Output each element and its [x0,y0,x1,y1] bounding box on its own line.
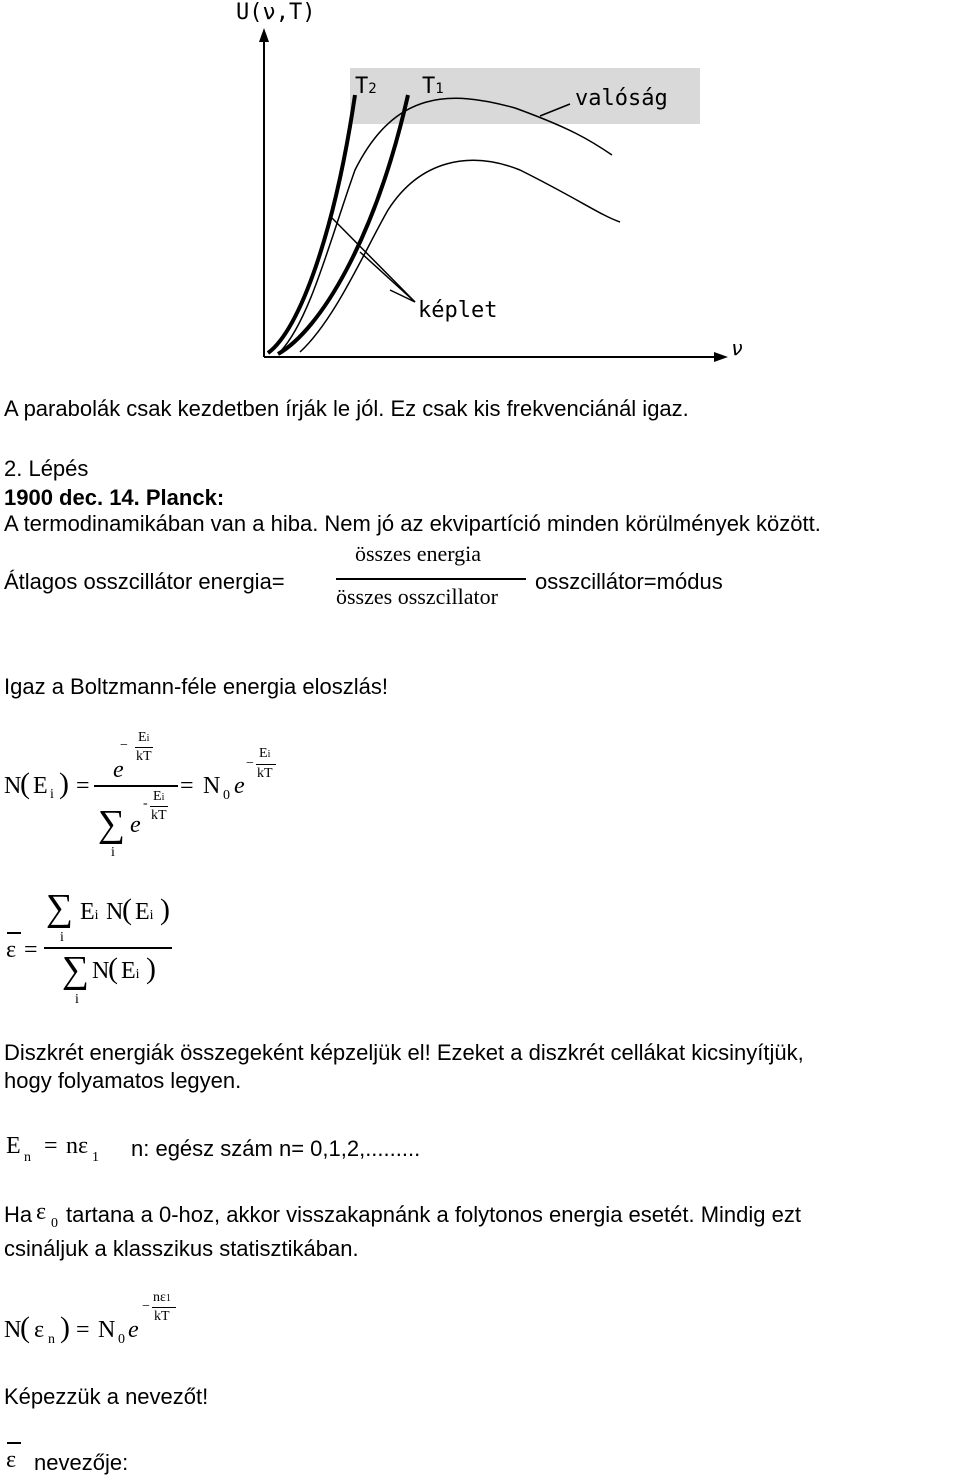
x-axis-arrow [714,352,728,362]
formula-pointer-2 [360,252,415,302]
n0-symbol: N [203,773,221,799]
denominator-exp-kt: kT [151,808,167,823]
occ-eps: ε [34,1317,45,1343]
en-sub-n: n [24,1150,31,1165]
denominator-e: e [130,812,141,838]
en-equals: = [44,1133,58,1159]
rhs-exp-line [256,764,276,765]
occ-rparen: ) [60,1311,70,1344]
occ-sub-n: n [48,1332,55,1347]
en-e: E [6,1133,21,1159]
paragraph-limit: tartana a 0-hoz, akkor visszakapnánk a folytonos energia esetét. Mindig ezt [66,1202,801,1227]
equals-sign-3: = [24,937,38,963]
eps-symbol: ε [6,937,17,963]
occ-exp-neps: nε1 [153,1290,171,1305]
numerator-e: e [113,757,124,783]
numerator-sum: ∑ [46,887,74,929]
rhs-e: e [234,773,245,799]
denominator-exp-line [150,806,168,807]
avg-energy-prefix: Átlagos osszcillátor energia= [4,569,285,594]
label-reality: valóság [575,86,668,111]
equals-sign-2: = [180,773,194,799]
numerator-n: N [106,899,124,925]
paragraph-boltzmann: Igaz a Boltzmann-féle energia eloszlás! [4,674,388,699]
step-heading: 2. Lépés [4,456,89,481]
label-formula: képlet [418,298,498,323]
paragraph-ha: Ha [4,1202,33,1227]
avg-energy-suffix: osszcillátor=módus [535,569,723,594]
formula-curve-t2 [268,95,355,353]
right-paren: ) [59,767,69,800]
label-t2: T2 [355,74,377,99]
numerator-exp-minus: − [120,738,128,753]
denominator-sum: ∑ [98,803,126,845]
numerator-exp-kt: kT [136,749,152,764]
planck-date: 1900 dec. 14. Planck: [4,485,225,510]
rhs-exp-kt: kT [257,766,273,781]
paragraph-thermodynamics: A termodinamikában van a hiba. Nem jó az ekvipartíció minden körülmények között. [4,511,821,536]
eps-bar-bottom [7,1442,21,1444]
denominator-lparen: ( [108,952,118,985]
denominator-e: Ei [121,958,140,984]
rhs-exp-ei: Ei [259,746,271,761]
y-axis-arrow [259,28,269,42]
paragraph-parabola: A parabolák csak kezdetben írják le jól. Ez csak kis frekvenciánál igaz. [4,396,689,421]
paragraph-integer: n: egész szám n= 0,1,2,......... [131,1136,421,1161]
subscript-i: i [50,787,54,802]
occ-exp-kt: kT [154,1309,170,1324]
e-symbol: E [33,773,48,799]
occ-exp-minus: − [142,1299,150,1314]
rhs-exp-minus: − [246,756,254,771]
equals-sign: = [76,773,90,799]
y-axis-label: U(ν,T) [236,0,316,25]
x-axis-label: ν [731,336,744,360]
boltzmann-fraction-line [94,785,178,787]
occ-exp-line [152,1307,176,1308]
eps-symbol-bottom: ε [6,1447,17,1473]
formula-pointer-1 [332,218,415,302]
en-sub-1: 1 [92,1150,99,1165]
n-symbol: N [4,773,22,799]
en-n-eps: nε [66,1133,89,1159]
left-paren: ( [20,767,30,800]
numerator-ei: Ei [80,899,99,925]
n0-subscript: 0 [223,788,230,803]
occ-n0: N [98,1317,116,1343]
eps0-subscript: 0 [51,1216,58,1231]
avg-energy-denominator: összes osszcillator [336,584,498,609]
paragraph-discrete-2: hogy folyamatos legyen. [4,1068,242,1093]
paragraph-discrete-1: Diszkrét energiák összegeként képzeljük el! Ezeket a diszkrét cellákat kicsinyítjük, [4,1040,804,1065]
denominator-rparen: ) [146,952,156,985]
graph-drawing [0,0,960,380]
numerator-rparen: ) [160,893,170,926]
eps-bar [7,932,21,934]
numerator-exp-ei: Ei [138,730,150,745]
denominator-n: N [92,958,110,984]
occ-lparen: ( [20,1311,30,1344]
numerator-exp-line [135,747,153,748]
eps0-symbol: ε [36,1199,47,1225]
occ-equals: = [76,1317,90,1343]
denominator-sum-2: ∑ [62,949,90,991]
occ-n: N [4,1317,22,1343]
avg-energy-numerator: összes energia [355,541,482,566]
occ-e: e [128,1317,139,1343]
avg-energy-fraction-line [336,578,526,580]
occ-n0-sub: 0 [118,1332,125,1347]
numerator-sum-index: i [60,930,64,945]
formula-pointer-3 [390,290,415,302]
denominator-exp-dash: - [143,796,148,811]
label-t1: T1 [422,74,444,99]
denominator-sum-index-2: i [75,992,79,1007]
numerator-lparen: ( [122,893,132,926]
denominator-exp-ei: Ei [153,789,165,804]
numerator-e2: Ei [135,899,154,925]
denominator-sum-index: i [111,845,115,860]
paragraph-nevezoje: nevezője: [34,1450,129,1475]
paragraph-denominator: Képezzük a nevezőt! [4,1384,209,1409]
paragraph-classical: csináljuk a klasszikus statisztikában. [4,1236,359,1261]
